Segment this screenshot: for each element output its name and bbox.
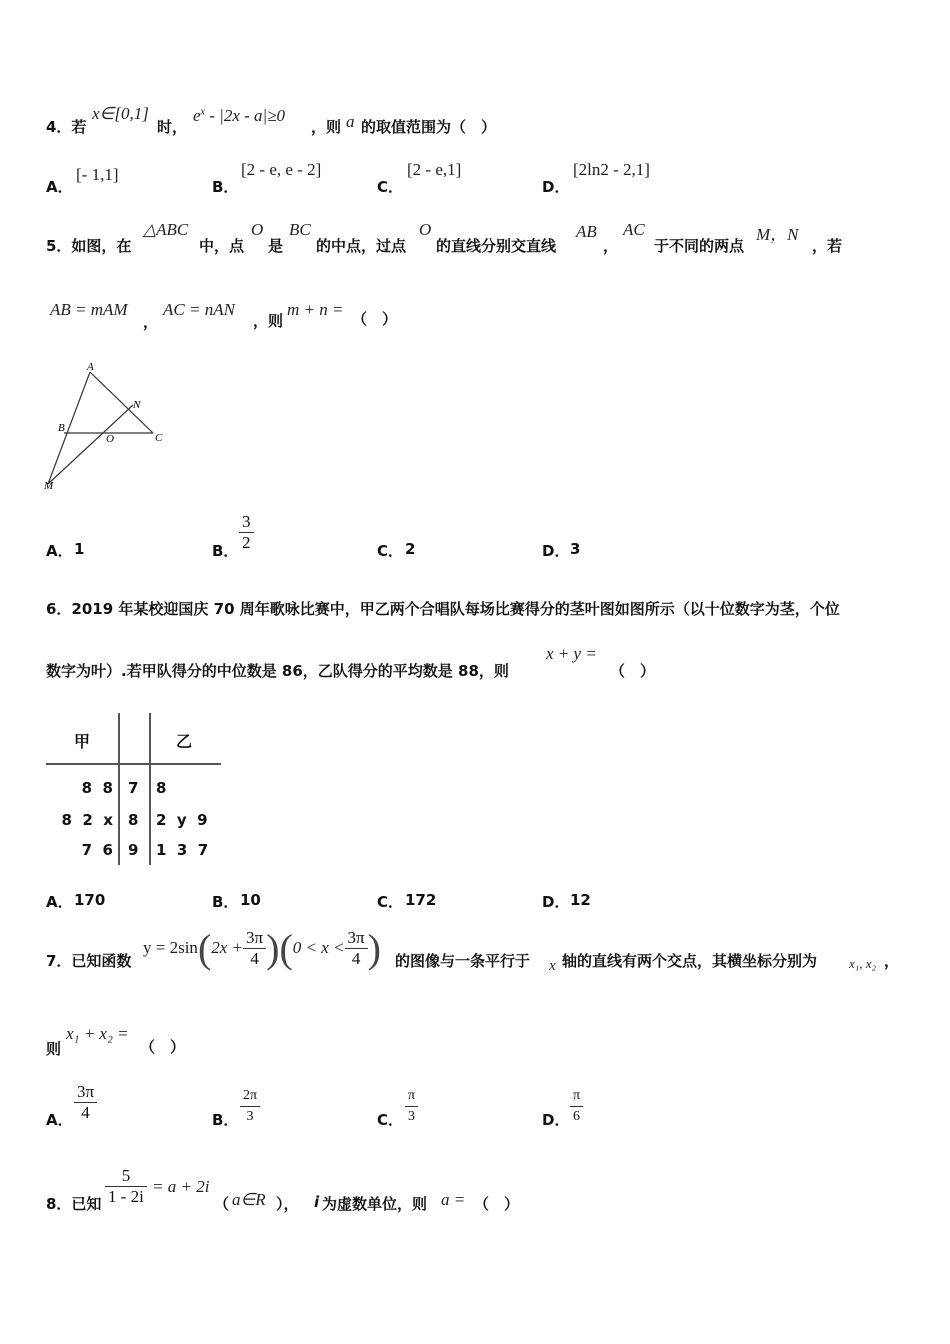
q8-cond-open: （ (214, 1195, 230, 1213)
fig-label-n: N (133, 399, 141, 411)
q8-condition: a∈R (232, 1190, 266, 1209)
q7-function-fraction (243, 928, 266, 969)
q6-row-3-right: 1 3 7 (156, 841, 209, 859)
q5-triangle-figure (40, 360, 180, 495)
q8-paren: （ ） (474, 1195, 520, 1213)
q4-condition: x∈[0,1] (92, 104, 149, 123)
q7-option-b-label[interactable]: B． (212, 1111, 239, 1129)
q6-header-jia: 甲 (74, 732, 91, 751)
q6-stem-leaf-plot (46, 713, 221, 865)
q6-line-1: 6．2019 年某校迎国庆 70 周年歌咏比赛中，甲乙两个合唱队每场比赛得分的茎叶图如图所示（以十位数字为茎，个位 (46, 600, 840, 618)
q5-option-c-value: 2 (405, 540, 416, 558)
q8-text-1: 为虚数单位，则 (322, 1195, 428, 1213)
q4-option-a-value: [- 1,1] (76, 165, 119, 184)
q4-number: 4．若 (46, 118, 87, 136)
q5-text-3: 的中点，过点 (316, 237, 407, 255)
q6-option-d-label[interactable]: D． (542, 893, 570, 911)
q7-domain-open-paren: ( (279, 925, 293, 971)
q7-domain-close-paren: ) (367, 925, 381, 971)
q5-option-b-numerator: 3 (239, 512, 254, 533)
q7-option-c-denominator: 3 (408, 1109, 416, 1124)
q5-option-b-label[interactable]: B． (212, 542, 239, 560)
q6-option-c-label[interactable]: C． (377, 893, 404, 911)
q7-function-inner: 2x + (211, 938, 244, 957)
q6-row-1-left: 8 8 (81, 779, 113, 797)
q7-paren: （ ） (140, 1038, 186, 1056)
q7-option-a-denominator: 4 (81, 1103, 90, 1122)
q4-option-a-label[interactable]: A． (46, 178, 73, 196)
q6-option-b-value: 10 (240, 891, 261, 909)
q7-fraction-denominator: 4 (250, 948, 259, 968)
q7-function (143, 922, 381, 974)
q5-text-5: 于不同的两点 (654, 237, 745, 255)
q7-text-3: ， (884, 952, 900, 970)
q6-option-c-value: 172 (405, 891, 437, 909)
q5-triangle: △ABC (143, 220, 189, 239)
q5-points-mn: M，N (756, 225, 799, 244)
q7-option-a-numerator: 3π (74, 1082, 97, 1103)
q4-option-c-value: [2 - e,1] (407, 160, 462, 179)
line-a-m (48, 372, 90, 484)
q5-option-a-value: 1 (74, 540, 85, 558)
q5-text-7: ，则 (253, 312, 284, 330)
q6-row-2-stem: 8 (128, 811, 139, 829)
line-m-n (48, 405, 133, 484)
q8-fraction-denominator: 1 - 2i (108, 1187, 144, 1206)
q7-roots: x₁, x₂ (849, 956, 877, 971)
q6-row-3-stem: 9 (128, 841, 139, 859)
q7-option-d-denominator: 6 (573, 1109, 581, 1124)
q7-sum: x₁ + x₂ = (66, 1024, 129, 1043)
q7-text-2: 轴的直线有两个交点，其横坐标分别为 (562, 952, 818, 970)
q6-row-1-stem: 7 (128, 779, 139, 797)
q7-option-b-fraction (240, 1086, 260, 1127)
q5-comma: ， (603, 237, 619, 255)
q6-option-d-value: 12 (570, 891, 591, 909)
fig-label-c: C (155, 432, 163, 444)
q7-axis-x: x (549, 958, 556, 974)
q4-var-a: a (346, 112, 355, 131)
fig-label-a: A (87, 361, 94, 373)
q6-row-2-left: 8 2 x (61, 811, 113, 829)
q8-rhs: = a + 2i (152, 1177, 210, 1196)
q6-option-a-label[interactable]: A． (46, 893, 73, 911)
q7-option-c-numerator: π (405, 1086, 418, 1107)
q4-option-d-value: [2ln2 - 2,1] (573, 160, 650, 179)
q5-text-2: 是 (268, 237, 284, 255)
q4-text-shi: 时， (157, 118, 188, 136)
q4-text-then: ，则 (311, 118, 342, 136)
q6-line-2: 数字为叶）.若甲队得分的中位数是 86，乙队得分的平均数是 88，则 (46, 662, 509, 680)
q5-option-a-label[interactable]: A． (46, 542, 73, 560)
q5-number: 5．如图，在 (46, 237, 132, 255)
q7-option-d-numerator: π (570, 1086, 583, 1107)
q4-option-b-label[interactable]: B． (212, 178, 239, 196)
q7-option-b-numerator: 2π (240, 1086, 260, 1107)
q5-point-o: O (251, 220, 264, 239)
q4-option-c-label[interactable]: C． (377, 178, 404, 196)
q5-text-4: 的直线分别交直线 (436, 237, 557, 255)
q7-option-b-denominator: 3 (246, 1109, 254, 1124)
q5-separator: ， (143, 313, 159, 331)
q7-text-1: 的图像与一条平行于 (395, 952, 531, 970)
q8-fraction-numerator: 5 (105, 1166, 147, 1187)
q6-option-b-label[interactable]: B． (212, 893, 239, 911)
q6-row-1-right: 8 (156, 779, 167, 797)
q7-text-ze: 则 (46, 1040, 62, 1058)
q4-text-tail: 的取值范围为（ ） (361, 118, 497, 136)
q8-imag-i: i (314, 1193, 320, 1211)
q7-domain-fraction (345, 928, 368, 969)
q7-option-c-fraction (405, 1086, 418, 1127)
q7-function-prefix: y = 2sin (143, 938, 198, 957)
q5-equation-3: m + n = (287, 300, 344, 319)
fig-label-b: B (58, 422, 65, 434)
q5-equation-1: AB = mAM (50, 300, 128, 319)
q5-text-1: 中，点 (199, 237, 245, 255)
q7-option-d-label[interactable]: D． (542, 1111, 570, 1129)
q6-header-yi: 乙 (176, 732, 193, 751)
q7-option-a-label[interactable]: A． (46, 1111, 73, 1129)
q7-domain-denominator: 4 (351, 948, 361, 968)
line-a-c (90, 372, 153, 433)
q5-option-b-denominator: 2 (242, 533, 251, 552)
q6-expression: x + y = (546, 644, 597, 663)
q5-line-ab: AB (576, 222, 597, 241)
q5-option-c-label[interactable]: C． (377, 542, 404, 560)
q8-cond-close: ）， (276, 1195, 299, 1213)
q7-domain-numerator: 3π (345, 928, 368, 949)
q8-var-a: a = (441, 1190, 466, 1209)
q5-option-d-label[interactable]: D． (542, 542, 570, 560)
q4-inequality: $e^x - |2x - a|\ge 0$ (193, 106, 286, 125)
q7-number: 7．已知函数 (46, 952, 132, 970)
q7-option-d-fraction (570, 1086, 583, 1127)
q5-option-b-fraction (239, 512, 254, 553)
q8-number: 8．已知 (46, 1195, 102, 1213)
q7-domain-prefix: 0 < x < (292, 938, 345, 957)
q6-row-2-right: 2 y 9 (156, 811, 208, 829)
q6-row-3-left: 7 6 (81, 841, 113, 859)
fig-label-o: O (106, 433, 114, 445)
q5-text-6: ，若 (812, 237, 843, 255)
q7-fraction-numerator: 3π (243, 928, 266, 949)
q5-segment-bc: BC (289, 220, 311, 239)
q5-line-ac: AC (623, 220, 645, 239)
q7-option-a-fraction (74, 1082, 97, 1123)
q5-paren: （ ） (352, 310, 398, 328)
q6-paren: （ ） (610, 662, 656, 680)
q6-option-a-value: 170 (74, 891, 106, 909)
q4-option-b-value: [2 - e, e - 2] (241, 160, 322, 179)
q8-fraction (105, 1166, 147, 1207)
fig-label-m: M (44, 480, 54, 492)
q7-open-paren: ( (197, 925, 212, 971)
q5-option-d-value: 3 (570, 540, 581, 558)
q5-point-o-2: O (419, 220, 432, 239)
q7-option-c-label[interactable]: C． (377, 1111, 404, 1129)
q7-close-paren: ) (266, 925, 280, 971)
q5-equation-2: AC = nAN (163, 300, 235, 319)
q4-option-d-label[interactable]: D． (542, 178, 570, 196)
